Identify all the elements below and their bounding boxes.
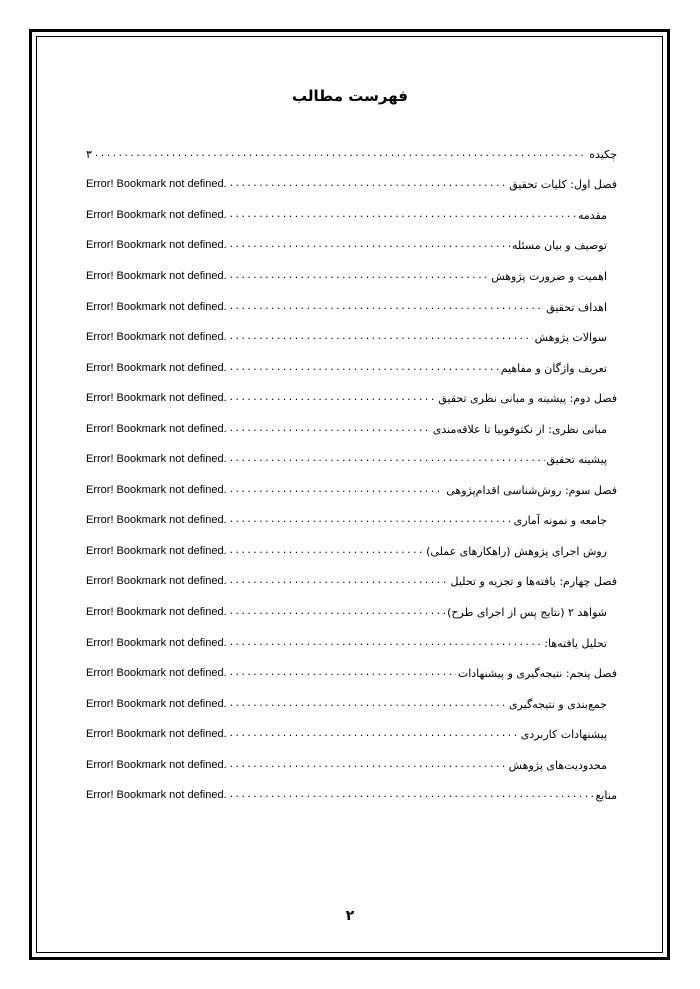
toc-entry[interactable] (86, 719, 617, 750)
toc-entry-title: روش اجرای پژوهش (راهکارهای عملی) (426, 544, 607, 558)
toc-entry-page: Error! Bookmark not defined. (86, 392, 227, 405)
toc-entry[interactable] (86, 353, 617, 384)
toc-dot-leader (229, 577, 449, 586)
toc-dot-leader (229, 333, 533, 342)
toc-entry[interactable] (86, 261, 617, 292)
toc-entry-page: Error! Bookmark not defined. (86, 239, 227, 252)
toc-entry-title: اهداف تحقیق (546, 300, 607, 314)
toc-entry[interactable] (86, 475, 617, 506)
toc-entry-page: Error! Bookmark not defined. (86, 728, 227, 741)
toc-dot-leader (229, 455, 545, 464)
toc-entry[interactable] (86, 383, 617, 414)
toc-dot-leader (94, 150, 587, 159)
toc-entry[interactable] (86, 658, 617, 689)
toc-entry-page: Error! Bookmark not defined. (86, 269, 227, 282)
toc-entry-page: ۳ (86, 147, 92, 161)
toc-dot-leader (229, 761, 507, 770)
toc-dot-leader (229, 639, 543, 648)
toc-dot-leader (229, 730, 519, 739)
toc-entry[interactable] (86, 292, 617, 323)
toc-entry-title: جامعه و نمونه آماری (513, 514, 607, 528)
toc-entry-title: فصل اول: کلیات تحقیق (509, 178, 617, 192)
toc-entry-page: Error! Bookmark not defined. (86, 300, 227, 313)
toc-entry[interactable] (86, 200, 617, 231)
toc-entry[interactable] (86, 780, 617, 811)
toc-entry-title: فصل دوم: پیشینه و مبانی نظری تحقیق (438, 392, 617, 406)
toc-entry-title: فصل سوم: روش‌شناسی اقدام‌پژوهی (446, 483, 617, 497)
toc-entry-page: Error! Bookmark not defined. (86, 178, 227, 191)
toc-entry-title: جمع‌بندی و نتیجه‌گیری (508, 697, 607, 711)
toc-entry[interactable] (86, 689, 617, 720)
toc-entry-page: Error! Bookmark not defined. (86, 331, 227, 344)
toc-entry-page: Error! Bookmark not defined. (86, 453, 227, 466)
toc-entry[interactable] (86, 536, 617, 567)
toc-dot-leader (229, 211, 576, 220)
toc-dot-leader (229, 516, 512, 525)
toc-entry[interactable] (86, 139, 617, 170)
toc-dot-leader (229, 272, 490, 281)
toc-entry[interactable] (86, 322, 617, 353)
toc-entry[interactable] (86, 750, 617, 781)
toc-entry-page: Error! Bookmark not defined. (86, 361, 227, 374)
toc-entry-page: Error! Bookmark not defined. (86, 483, 227, 496)
toc-dot-leader (229, 669, 456, 678)
page-number: ۲ (345, 908, 355, 924)
toc-entry-page: Error! Bookmark not defined. (86, 758, 227, 771)
toc-dot-leader (229, 364, 499, 373)
toc-entry[interactable] (86, 170, 617, 201)
toc-entry-page: Error! Bookmark not defined. (86, 697, 227, 710)
toc-entry-page: Error! Bookmark not defined. (86, 667, 227, 680)
toc-entry[interactable] (86, 567, 617, 598)
toc-entry-title: اهمیت و ضرورت پژوهش (491, 269, 607, 283)
toc-dot-leader (229, 791, 594, 800)
toc-dot-leader (229, 180, 508, 189)
toc-entry-title: مقدمه (577, 208, 607, 222)
toc-entry-page: Error! Bookmark not defined. (86, 514, 227, 527)
toc-entry-title: فصل چهارم: یافته‌ها و تجزیه و تحلیل (450, 575, 617, 589)
toc-entry[interactable] (86, 506, 617, 537)
toc-entry-title: پیشینه تحقیق (546, 453, 607, 467)
toc-dot-leader (229, 608, 445, 617)
toc-entry-title: مبانی نظری: از نکتوفوبیا تا علاقه‌مندی (432, 422, 607, 436)
toc-entry[interactable] (86, 597, 617, 628)
toc-entry-page: Error! Bookmark not defined. (86, 544, 227, 557)
toc-entry-page: Error! Bookmark not defined. (86, 636, 227, 649)
toc-dot-leader (229, 547, 424, 556)
toc-entry-title: چکیده (589, 147, 617, 161)
toc-entry[interactable] (86, 414, 617, 445)
toc-entry-title: سوالات پژوهش (534, 331, 607, 345)
toc-entry-title: فصل پنجم: نتیجه‌گیری و پیشنهادات (457, 667, 617, 681)
toc-entry[interactable] (86, 444, 617, 475)
toc-entry-title: توصیف و بیان مسئله (512, 239, 607, 253)
toc-entry-title: تعریف واژگان و مفاهیم (500, 361, 607, 375)
toc-entry-title: منابع (595, 789, 617, 803)
toc-entry-page: Error! Bookmark not defined. (86, 605, 227, 618)
toc-entry-title: شواهد ۲ (نتایج پس از اجرای طرح) (447, 605, 607, 619)
toc-entry-title: پیشنهادات کاربردی (520, 728, 607, 742)
toc-dot-leader (229, 486, 445, 495)
toc-dot-leader (229, 700, 507, 709)
toc-dot-leader (229, 303, 545, 312)
toc-entry-title: تحلیل یافته‌ها: (544, 636, 607, 650)
toc-dot-leader (229, 241, 510, 250)
toc-entry-page: Error! Bookmark not defined. (86, 208, 227, 221)
table-of-contents (86, 139, 617, 811)
toc-entry-title: محدودیت‌های پژوهش (508, 758, 607, 772)
toc-entry-page: Error! Bookmark not defined. (86, 422, 227, 435)
toc-entry[interactable] (86, 231, 617, 262)
page-title: فهرست مطالب (292, 87, 408, 105)
toc-dot-leader (229, 425, 431, 434)
toc-entry[interactable] (86, 628, 617, 659)
toc-entry-page: Error! Bookmark not defined. (86, 789, 227, 802)
toc-entry-page: Error! Bookmark not defined. (86, 575, 227, 588)
toc-dot-leader (229, 394, 437, 403)
